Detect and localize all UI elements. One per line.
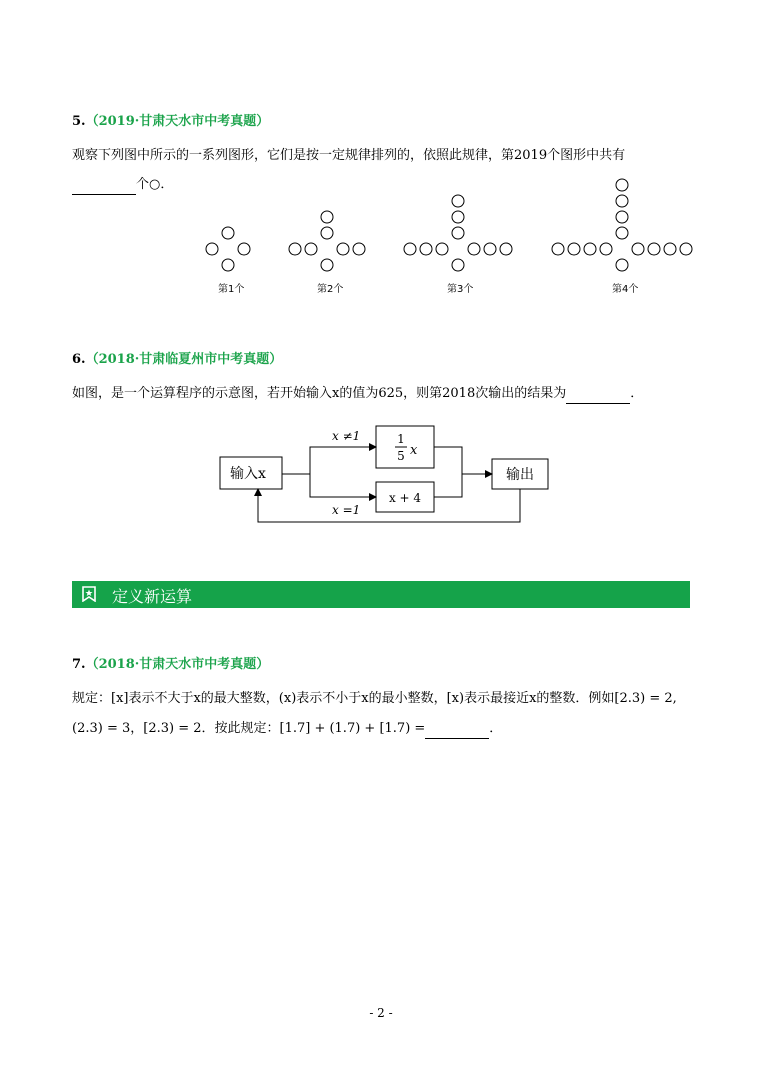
pattern-circle xyxy=(468,243,480,255)
bookmark-star-icon xyxy=(82,586,96,602)
q6-answer-blank[interactable] xyxy=(566,389,630,404)
pattern-figure-4 xyxy=(552,179,692,271)
pattern-circle xyxy=(206,243,218,255)
pattern-circle xyxy=(584,243,596,255)
q6-header xyxy=(72,348,282,367)
q7-text-after: ． xyxy=(489,721,503,736)
pattern-circle xyxy=(321,211,333,223)
pattern-circle xyxy=(404,243,416,255)
q5-pattern-figures xyxy=(0,0,762,300)
pattern-circle xyxy=(436,243,448,255)
q7-header xyxy=(72,653,269,672)
frac-denominator: 5 xyxy=(397,449,405,463)
pattern-circle xyxy=(321,259,333,271)
pattern-circle xyxy=(616,259,628,271)
fig2-caption: 第2个 xyxy=(317,284,344,295)
pattern-circle xyxy=(664,243,676,255)
q7-number: 7. xyxy=(72,657,86,672)
pattern-circle xyxy=(616,179,628,191)
pattern-circle xyxy=(680,243,692,255)
pattern-circle xyxy=(337,243,349,255)
pattern-circle xyxy=(222,259,234,271)
pattern-figure-1 xyxy=(206,227,250,271)
q7-text-line1: 规定：[x]表示不大于x的最大整数，(x)表示不小于x的最小整数，[x)表示最接近x的整数．例如[2.3) = 2, xyxy=(72,691,677,706)
pattern-circle xyxy=(238,243,250,255)
pattern-circle xyxy=(222,227,234,239)
fig4-caption: 第4个 xyxy=(612,284,639,295)
q6-text-before: 如图，是一个运算程序的示意图，若开始输入x的值为625，则第2018次输出的结果为 xyxy=(72,386,567,401)
q6-flowchart xyxy=(210,418,570,528)
pattern-circle xyxy=(484,243,496,255)
q6-source: （2018·甘肃临夏州市中考真题） xyxy=(85,352,283,367)
pattern-circle xyxy=(616,227,628,239)
pattern-circle xyxy=(452,259,464,271)
q6-text-after: ． xyxy=(630,386,644,401)
q6-text xyxy=(72,384,643,404)
frac-numerator: 1 xyxy=(397,432,405,446)
pattern-circle xyxy=(452,195,464,207)
pattern-circle xyxy=(289,243,301,255)
pattern-circle xyxy=(305,243,317,255)
pattern-circle xyxy=(552,243,564,255)
pattern-circle xyxy=(648,243,660,255)
pattern-circle xyxy=(616,211,628,223)
pattern-circle xyxy=(452,211,464,223)
q5-number: 5. xyxy=(72,114,86,129)
q5-source: （2019·甘肃天水市中考真题） xyxy=(85,114,270,129)
condition-top: x ≠1 xyxy=(332,429,361,443)
pattern-circle xyxy=(321,227,333,239)
q6-number: 6. xyxy=(72,352,86,367)
q7-source: （2018·甘肃天水市中考真题） xyxy=(85,657,270,672)
pattern-figure-2 xyxy=(289,211,365,271)
pattern-circle xyxy=(600,243,612,255)
bottom-box-label: x + 4 xyxy=(388,491,422,505)
pattern-circle xyxy=(616,195,628,207)
output-label: 输出 xyxy=(506,467,534,483)
section-banner xyxy=(72,581,690,608)
q7-text-line2 xyxy=(72,719,502,739)
pattern-figure-3 xyxy=(404,195,512,271)
q7-text-before: (2.3) = 3，[2.3) = 2．按此规定：[1.7] + (1.7) + [1.7) = xyxy=(72,721,426,736)
section-title: 定义新运算 xyxy=(112,587,193,606)
pattern-circle xyxy=(632,243,644,255)
q7-answer-blank[interactable] xyxy=(425,724,489,739)
condition-bottom: x =1 xyxy=(332,503,361,517)
pattern-circle xyxy=(568,243,580,255)
pattern-circle xyxy=(500,243,512,255)
pattern-circle xyxy=(353,243,365,255)
input-label: 输入x xyxy=(230,466,266,482)
q5-text-line1: 观察下列图中所示的一系列图形，它们是按一定规律排列的，依照此规律，第2019个图形中共有 xyxy=(72,148,626,163)
frac-variable: x xyxy=(410,443,418,458)
fig1-caption: 第1个 xyxy=(218,284,245,295)
fig3-caption: 第3个 xyxy=(447,284,474,295)
q5-text-suffix: 个○． xyxy=(136,177,174,192)
pattern-circle xyxy=(452,227,464,239)
pattern-circle xyxy=(420,243,432,255)
page-number: - 2 - xyxy=(369,1006,393,1020)
